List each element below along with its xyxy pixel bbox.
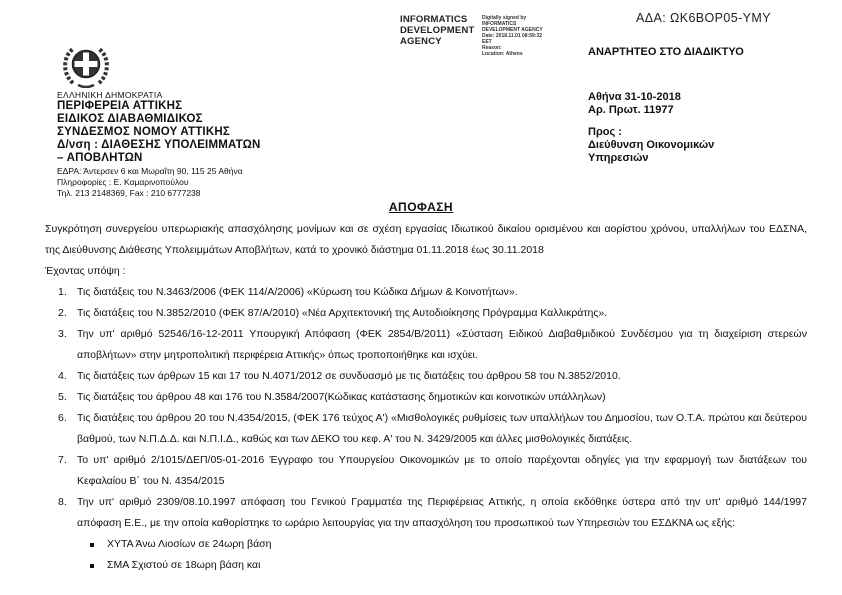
- bullet-item: [45, 555, 807, 576]
- item-text: Τις διατάξεις του άρθρου 48 και 176 του Ν.3584/2007(Κώδικας κατάστασης δημοτικών και κοινοτικών υπάλληλων): [77, 391, 606, 403]
- item-text: Τις διατάξεις του άρθρου 20 του Ν.4354/2015, (ΦΕΚ 176 τεύχος Α') «Μισθολογικές ρυθμίσεις των υπαλλήλων του Δημοσίου, των Ο.Τ.Α. πρώτου και δεύτερου βαθμού, των Ν.Π.Δ.Δ. και Ν.Π.Ι.Δ., καθώς και των ΔΕΚΟ του κεφ. Α' του Ν. 3429/2005 και άλλες μισθολογικές διατάξεις.: [77, 412, 807, 445]
- address-line: ΕΔΡΑ: Άντερσεν 6 και Μωραΐτη 90, 115 25 Αθήνα: [57, 166, 243, 176]
- letterhead: [57, 44, 337, 199]
- bullet-text: ΧΥΤΑ Άνω Λιοσίων σε 24ωρη βάση: [107, 538, 272, 550]
- item-number: 4.: [58, 370, 67, 382]
- bullet-item: [45, 534, 807, 555]
- list-item: [45, 387, 807, 408]
- item-text: Το υπ' αριθμό 2/1015/ΔΕΠ/05-01-2016 Έγγραφο του Υπουργείου Οικονομικών με το οποίο παρέχονται οδηγίες για την εφαρμογή των διατάξεων του Κεφαλαίου Β΄ του Ν. 4354/2015: [77, 454, 807, 487]
- org-line-association-1: ΕΙΔΙΚΟΣ ΔΙΑΒΑΘΜΙΔΙΚΟΣ: [57, 113, 203, 125]
- stamp-detail-line: EET: [482, 39, 492, 45]
- bullet-square-icon: [90, 564, 94, 568]
- list-item: [45, 366, 807, 387]
- list-item: [45, 282, 807, 303]
- list-item: [45, 450, 807, 492]
- legal-reference-list: [45, 282, 807, 534]
- recipient-line: Διεύθυνση Οικονομικών: [588, 139, 715, 151]
- work-schedule-bullets: [45, 534, 807, 576]
- greek-coat-of-arms-logo: [59, 44, 113, 88]
- digital-signature-stamp: [400, 14, 572, 57]
- stamp-detail-line: Location: Athens: [482, 51, 523, 57]
- spacer: [588, 59, 744, 91]
- item-number: 2.: [58, 307, 67, 319]
- item-text: Την υπ' αριθμό 2309/08.10.1997 απόφαση του Γενικού Γραμματέα της Περιφέρειας Αττικής, η οποία εκδόθηκε ύστερα από την υπ' αριθμό 144/1997 απόφαση Ε.Ε., με την οποία καθορίστηκε το ωράριο λειτουργίας για την απασχόληση του προσωπικού των Υπηρεσιών του ΕΣΔΚΝΑ ως εξής:: [77, 496, 807, 529]
- recipient-label: Προς :: [588, 126, 622, 138]
- phone-fax-line: Τηλ. 213 2148369, Fax : 210 6777238: [57, 188, 201, 198]
- state-name: ΕΛΛΗΝΙΚΗ ΔΗΜΟΚΡΑΤΙΑ: [57, 90, 163, 100]
- item-text: Τις διατάξεις του Ν.3463/2006 (ΦΕΚ 114/Α/2006) «Κύρωση του Κώδικα Δήμων & Κοινοτήτων».: [77, 286, 518, 298]
- list-item: [45, 408, 807, 450]
- document-title-text: ΑΠΟΦΑΣΗ: [388, 200, 454, 214]
- org-line-association-2: ΣΥΝΔΕΣΜΟΣ ΝΟΜΟΥ ΑΤΤΙΚΗΣ: [57, 126, 230, 138]
- org-line-directorate-2: – ΑΠΟΒΛΗΤΩΝ: [57, 152, 143, 164]
- publish-notice: ΑΝΑΡΤΗΤΕΟ ΣΤΟ ΔΙΑΔΙΚΤΥΟ: [588, 46, 744, 58]
- ada-number: ΑΔΑ: ΩΚ6ΒΟΡ05-ΥΜΥ: [636, 11, 771, 25]
- place-date: Αθήνα 31-10-2018: [588, 91, 681, 103]
- stamp-signature-details: [482, 14, 572, 57]
- list-item: [45, 324, 807, 366]
- stamp-agency-name: INFORMATICS DEVELOPMENT AGENCY: [400, 14, 475, 47]
- document-body: [45, 219, 807, 576]
- bullet-square-icon: [90, 543, 94, 547]
- org-line-region: ΠΕΡΙΦΕΡΕΙΑ ΑΤΤΙΚΗΣ: [57, 100, 183, 112]
- protocol-number: Αρ. Πρωτ. 11977: [588, 104, 674, 116]
- item-number: 7.: [58, 454, 67, 466]
- document-title: [0, 200, 842, 214]
- org-line-directorate-1: Δ/νση : ΔΙΑΘΕΣΗΣ ΥΠΟΛΕΙΜΜΑΤΩΝ: [57, 139, 261, 151]
- list-item: [45, 492, 807, 534]
- item-number: 1.: [58, 286, 67, 298]
- stamp-detail-line: Digitally signed by: [482, 15, 527, 21]
- item-text: Τις διατάξεις των άρθρων 15 και 17 του Ν.4071/2012 σε συνδυασμό με τις διατάξεις του άρθρου 58 του Ν.3852/2010.: [77, 370, 621, 382]
- stamp-detail-line: DEVELOPMENT AGENCY: [482, 27, 543, 33]
- stamp-detail-line: INFORMATICS: [482, 21, 517, 27]
- spacer: [588, 117, 744, 126]
- having-regard-label: Έχοντας υπόψη :: [45, 265, 126, 277]
- header-right: [588, 46, 744, 165]
- list-item: [45, 303, 807, 324]
- bullet-text: ΣΜΑ Σχιστού σε 18ωρη βάση και: [107, 559, 261, 571]
- item-number: 5.: [58, 391, 67, 403]
- item-number: 8.: [58, 496, 67, 508]
- stamp-detail-line: Reason:: [482, 45, 502, 51]
- subject-paragraph: Συγκρότηση συνεργείου υπερωριακής απασχόλησης μονίμων και σε σχέση εργασίας Ιδιωτικού δικαίου ορισμένου και αορίστου χρόνου, υπαλλήλων του ΕΔΣΝΑ, της Διεύθυνσης Διάθεσης Υπολειμμάτων Αποβλήτων, κατά το χρονικό διάστημα 01.11.2018 έως 30.11.2018: [45, 223, 807, 256]
- contact-block: [57, 166, 337, 199]
- info-contact-line: Πληροφορίες : Ε. Καμαρινοπούλου: [57, 177, 189, 187]
- item-text: Την υπ' αριθμό 52546/16-12-2011 Υπουργική Απόφαση (ΦΕΚ 2854/Β/2011) «Σύσταση Ειδικού Διαβαθμιδικού Συνδέσμου για τη διαχείριση στερεών αποβλήτων» στην μητροπολιτική περιφέρεια Αττικής» όπως τροποποιήθηκε και ισχύει.: [77, 328, 807, 361]
- stamp-detail-line: Date: 2018.11.01 08:59:32: [482, 33, 543, 39]
- item-number: 3.: [58, 328, 67, 340]
- recipient-line: Υπηρεσιών: [588, 152, 649, 164]
- item-number: 6.: [58, 412, 67, 424]
- item-text: Τις διατάξεις του Ν.3852/2010 (ΦΕΚ 87/Α/2010) «Νέα Αρχιτεκτονική της Αυτοδιοίκησης Πρόγραμμα Καλλικράτης».: [77, 307, 608, 319]
